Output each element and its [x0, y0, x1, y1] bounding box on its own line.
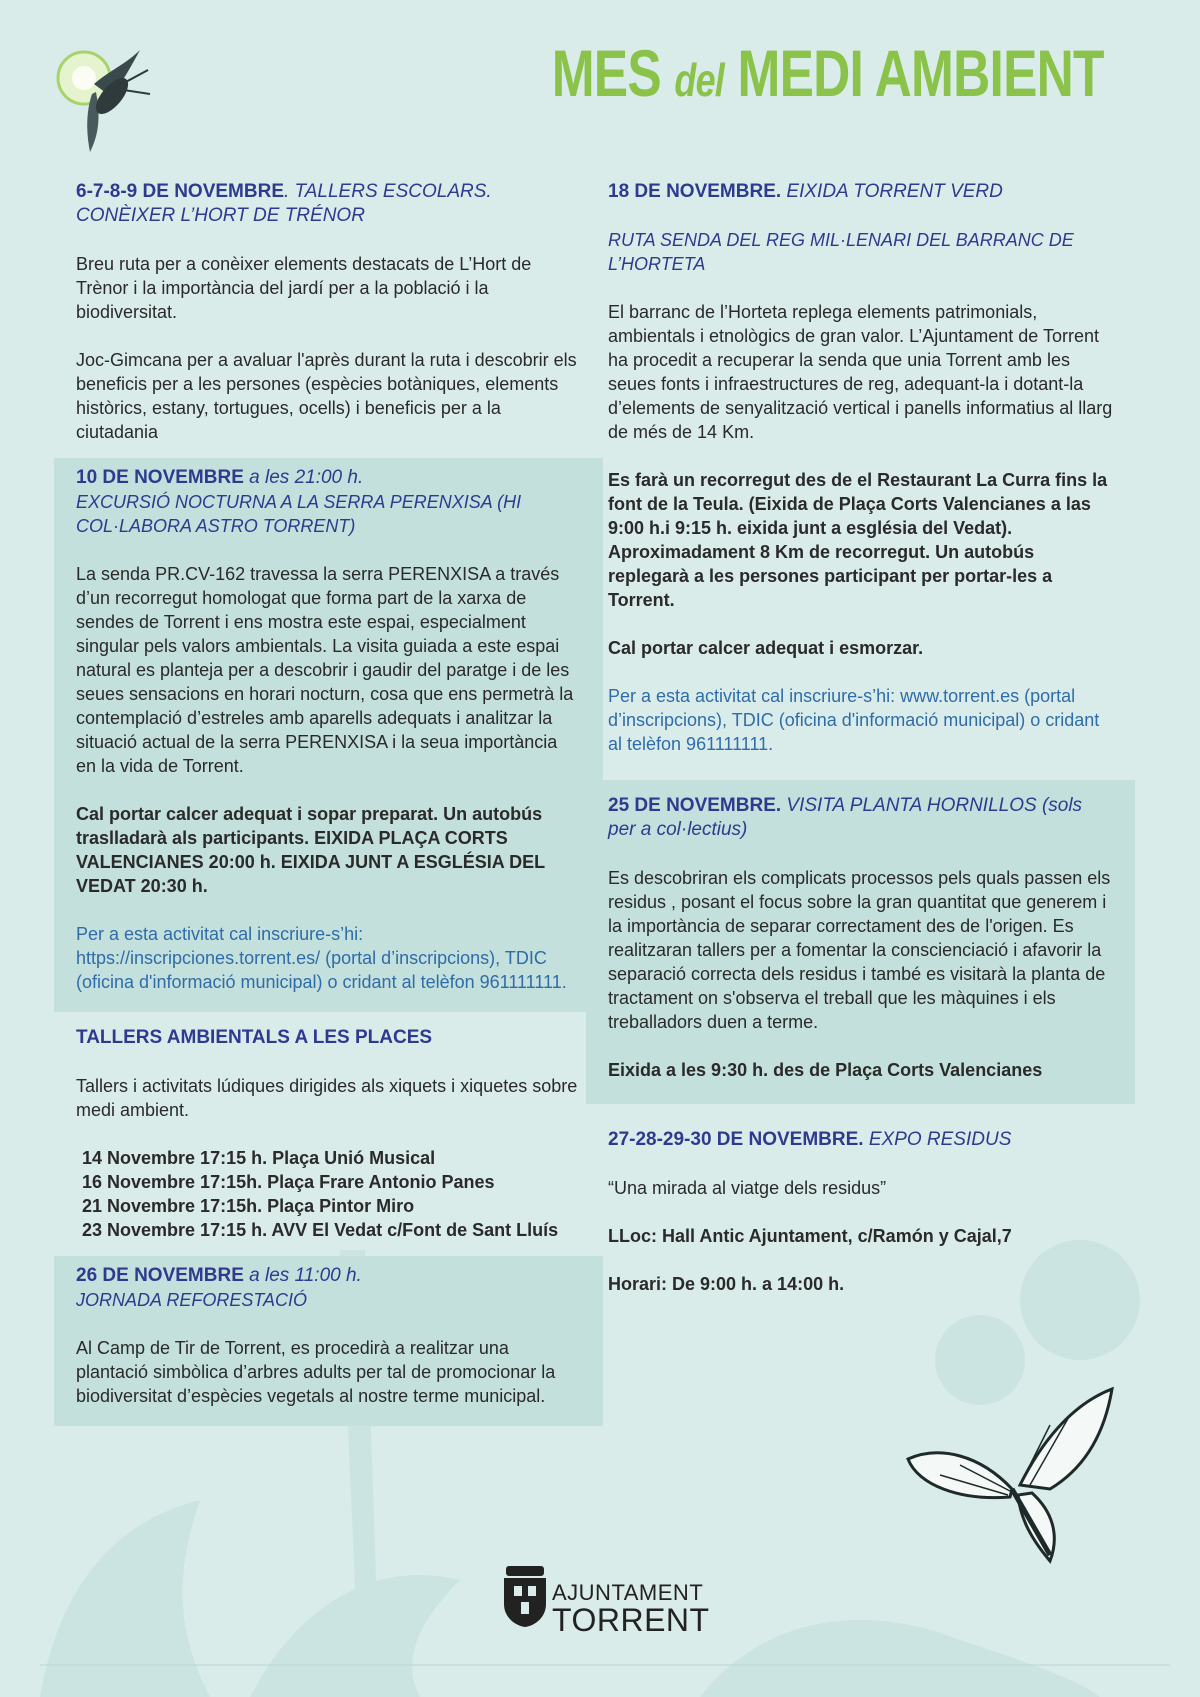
- event-requirements: Cal portar calcer adequat i esmorzar.: [608, 638, 924, 658]
- schedule-list: [82, 1146, 581, 1242]
- event-description: Breu ruta per a conèixer elements destacats de L’Hort de Trènor i la importància del jardí per a la població i la biodiversitat.: [76, 254, 532, 322]
- schedule-item: 14 Novembre 17:15 h. Plaça Unió Musical: [82, 1148, 436, 1168]
- bottom-plant: [250, 1575, 460, 1697]
- event-location: LLoc: Hall Antic Ajuntament, c/Ramón y Cajal,7: [608, 1226, 1012, 1246]
- event-heading: 18 DE NOVEMBRE. EIXIDA TORRENT VERD: [608, 181, 1003, 202]
- page-title: MES del MEDI AMBIENT: [551, 36, 1104, 110]
- bottom-rock: [700, 1620, 1100, 1697]
- firefly-icon: [50, 40, 170, 160]
- event-heading: 27-28-29-30 DE NOVEMBRE. EXPO RESIDUS: [608, 1129, 1012, 1150]
- ajuntament-logo: [500, 1562, 710, 1638]
- event-heading: TALLERS AMBIENTALS A LES PLACES: [76, 1027, 433, 1048]
- event-planta-hornillos: [586, 780, 1135, 1104]
- schedule-item: 23 Novembre 17:15 h. AVV El Vedat c/Font de Sant Lluís: [82, 1220, 559, 1240]
- butterfly-icon: [900, 1385, 1120, 1565]
- event-excursio-nocturna: [54, 458, 603, 1012]
- event-tallers-escolars: [54, 180, 581, 444]
- event-torrent-verd: [608, 180, 1113, 756]
- coat-of-arms-icon: [500, 1564, 550, 1628]
- event-quote: “Una mirada al viatge dels residus”: [608, 1178, 887, 1198]
- event-description: Joc-Gimcana per a avaluar l'après durant la ruta i descobrir els beneficis per a les persones (espècies botàniques, elements històrics, estany, tortugues, ocells) i beneficis per a la ciutadania: [76, 350, 577, 442]
- event-heading: 25 DE NOVEMBRE. VISITA PLANTA HORNILLOS (sols per a col·lectius): [608, 795, 1083, 840]
- event-route: Es farà un recorregut des de el Restaurant La Curra fins la font de la Teula. (Eixida de Plaça Corts Valencianes a las 9:00 h.i 9:15 h. eixida junt a església del Vedat). Aproximadament 8 Km de recorregut. Un autobús replegarà a les persones participant per portar-les a Torrent.: [608, 470, 1108, 610]
- event-description: El barranc de l’Horteta replega elements patrimonials, ambientals i etnològics de gran valor. L’Ajuntament de Torrent ha procedit a recuperar la senda que unia Torrent amb les seues fonts i infraestructures de reg, adequant-la i dotant-la d’elements de senyalització vertical i panells informatius al llarg de més de 14 Km.: [608, 302, 1113, 442]
- event-description: Tallers i activitats lúdiques dirigides als xiquets i xiquetes sobre medi ambient.: [76, 1076, 578, 1120]
- event-hours: Horari: De 9:00 h. a 14:00 h.: [608, 1274, 845, 1294]
- schedule-item: 21 Novembre 17:15h. Plaça Pintor Miro: [82, 1196, 415, 1216]
- event-heading: 26 DE NOVEMBRE a les 11:00 h.: [76, 1265, 362, 1286]
- event-description: Al Camp de Tir de Torrent, es procedirà a realitzar una plantació simbòlica d’arbres adults per tal de promocionar la biodiversitat d’espècies vegetals al nostre terme municipal.: [76, 1338, 556, 1406]
- event-subheading: JORNADA REFORESTACIÓ: [76, 1290, 308, 1310]
- event-subheading: RUTA SENDA DEL REG MIL·LENARI DEL BARRANC DE L’HORTETA: [608, 230, 1074, 274]
- event-requirements: Cal portar calcer adequat i sopar preparat. Un autobús traslladarà als participants. EIXIDA PLAÇA CORTS VALENCIANES 20:00 h. EIXIDA JUNT A ESGLÉSIA DEL VEDAT 20:30 h.: [76, 804, 545, 896]
- event-heading: 6-7-8-9 DE NOVEMBRE. TALLERS ESCOLARS. CONÈIXER L’HORT DE TRÉNOR: [76, 181, 492, 226]
- event-heading: 10 DE NOVEMBRE a les 21:00 h.: [76, 467, 364, 488]
- event-registration: Per a esta activitat cal inscriure-s’hi: www.torrent.es (portal d’inscripcions), TDIC (oficina d'informació municipal) o cridant al telèfon 961111111.: [608, 686, 1100, 754]
- event-tallers-places: [54, 1026, 581, 1242]
- event-reforestacio: [54, 1256, 603, 1426]
- bottom-leaves-left: [40, 1500, 210, 1697]
- left-column: [76, 180, 581, 1440]
- event-expo-residus: [608, 1118, 1113, 1296]
- event-registration: Per a esta activitat cal inscriure-s’hi: https://inscripciones.torrent.es/ (portal d’inscripcions), TDIC (oficina d'informació municipal) o cridant al telèfon 961111111.: [76, 924, 567, 992]
- event-departure: Eixida a les 9:30 h. des de Plaça Corts Valencianes: [608, 1060, 1043, 1080]
- event-subheading: EXCURSIÓ NOCTURNA A LA SERRA PERENXISA (HI COL·LABORA ASTRO TORRENT): [76, 492, 522, 536]
- logo-line-1: AJUNTAMENT: [552, 1580, 704, 1605]
- event-description: La senda PR.CV-162 travessa la serra PERENXISA a través d’un recorregut homologat que forma part de la xarxa de sendes de Torrent i ens mostra este espai, especialment singular pels valors ambientals. La visita guiada a este espai natural es planteja per a descobrir i gaudir del paratge i de les seues sensacions en horari nocturn, cosa que ens permetrà la contemplació d’estreles amb aparells adequats i analitzar la situació actual de la serra PERENXISA i la seua importància en la vida de Torrent.: [76, 564, 574, 776]
- event-description: Es descobriran els complicats processos pels quals passen els residus , posant el focus sobre la gran quantitat que generem i la importància de separar correctament des de l'origen. Es realitzaran tallers per a fomentar la conscienciació i afavorir la separació correcta dels residus i també es visitarà la planta de tractament on s'observa el treball que les màquines i els treballadors duen a terme.: [608, 868, 1111, 1032]
- logo-line-2: TORRENT: [552, 1602, 710, 1638]
- schedule-item: 16 Novembre 17:15h. Plaça Frare Antonio Panes: [82, 1172, 495, 1192]
- right-column: [608, 180, 1113, 1320]
